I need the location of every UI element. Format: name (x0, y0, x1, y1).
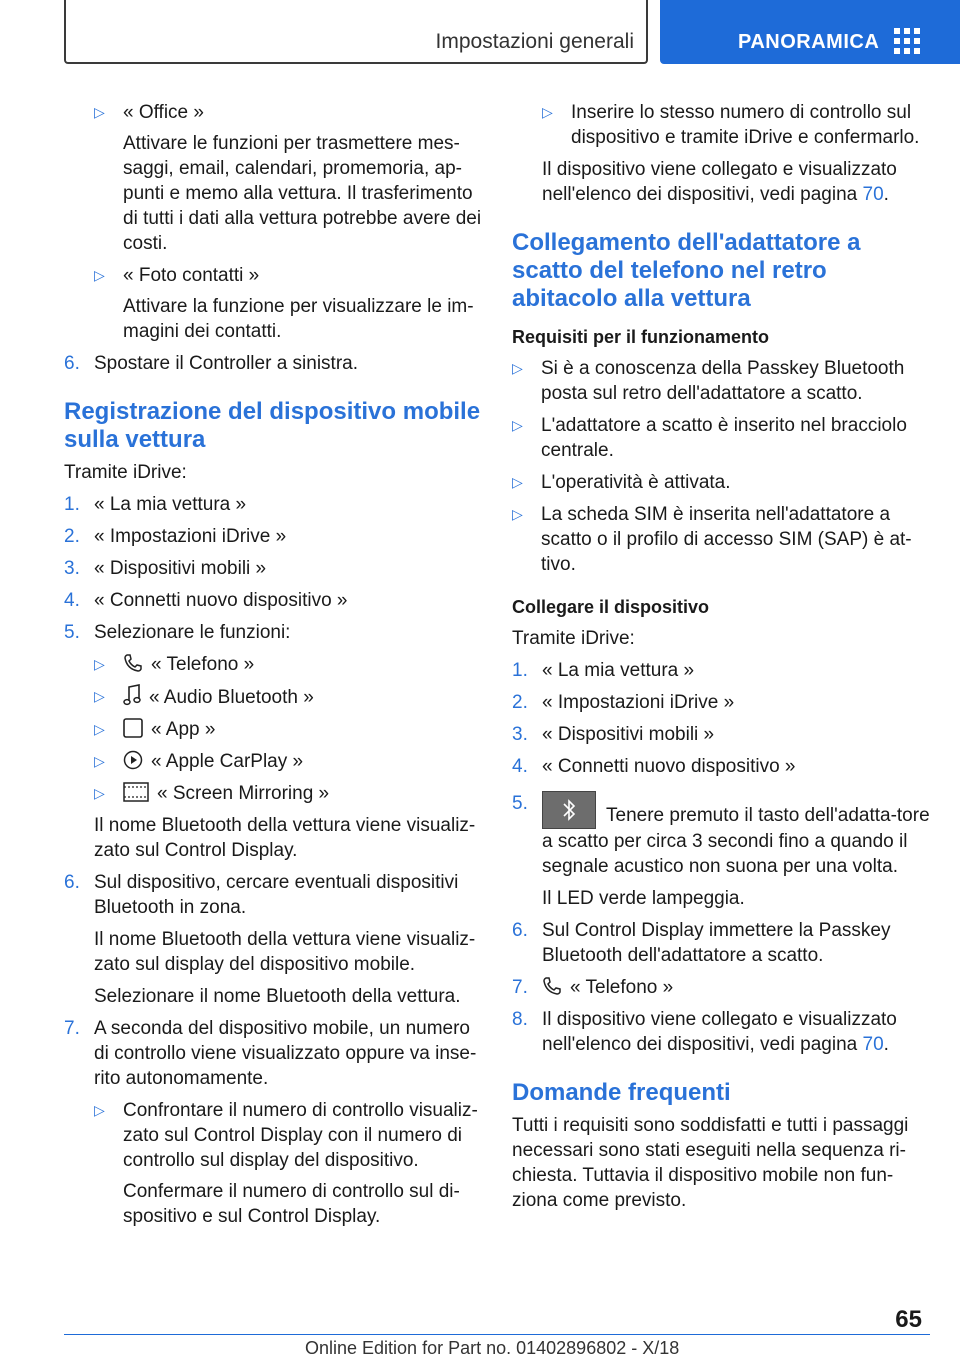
step-number: 6. (64, 353, 80, 374)
step-number: 2. (64, 526, 80, 547)
step-number: 6. (512, 920, 528, 941)
paragraph: Il dispositivo viene collegato e visualizzato nell'elenco dei dispositivi, vedi pagina 70. (542, 159, 897, 205)
list-item-text: Confrontare il numero di controllo visualiz-zato sul Control Display con il numero di controllo sul display del dispositivo. (123, 1100, 478, 1171)
step-text: Selezionare le funzioni: (94, 622, 291, 643)
step-item (64, 351, 482, 376)
step-text-content: Tenere premuto il tasto dell'adatta-tore a scatto per circa 3 secondi fino a quando il segnale acustico non suona per una volta. (542, 805, 930, 877)
step-item (512, 754, 932, 779)
music-note-icon (123, 684, 141, 706)
list-item (512, 100, 932, 150)
step-text: Sul dispositivo, cercare eventuali dispositivi Bluetooth in zona. (94, 872, 459, 918)
step-text: A seconda del dispositivo mobile, un numero di controllo viene visualizzato oppure va inse-rito autonomamente. (94, 1018, 477, 1089)
bluetooth-button-image (542, 791, 596, 829)
function-item (64, 717, 482, 742)
step-text: Il dispositivo viene collegato e visualizzato nell'elenco dei dispositivi, vedi pagina 70. (542, 1009, 897, 1055)
heading-connect: Collegare il dispositivo (512, 597, 710, 617)
list-item (64, 100, 482, 256)
step-text: « Impostazioni iDrive » (94, 526, 287, 547)
bluetooth-icon (561, 797, 577, 823)
function-label: « Telefono » (151, 654, 255, 675)
step-text: Sul Control Display immettere la Passkey Bluetooth dell'adattatore a scatto. (542, 920, 891, 966)
step-item (64, 620, 482, 645)
header-section-box (64, 0, 648, 64)
section-title: Impostazioni generali (435, 30, 634, 53)
step-item (512, 722, 932, 747)
step-number: 4. (512, 756, 528, 777)
page-link[interactable]: 70 (862, 184, 884, 205)
list-item (64, 263, 482, 344)
triangle-bullet-icon: ▷ (94, 753, 105, 769)
step-text: « Dispositivi mobili » (542, 724, 715, 745)
footer-edition: Online Edition for Part no. 01402896802 - X/18 (305, 1338, 680, 1358)
app-square-icon (123, 718, 143, 738)
paragraph: Il nome Bluetooth della vettura viene visualiz-zato sul Control Display. (94, 815, 476, 861)
heading-adapter: Collegamento dell'adattatore a scatto del telefono nel retro abitacolo alla vettura (512, 229, 861, 312)
left-column (64, 100, 482, 1236)
step-number: 3. (64, 558, 80, 579)
triangle-bullet-icon: ▷ (94, 785, 105, 801)
step-number: 5. (64, 622, 80, 643)
list-item-desc: Attivare le funzioni per trasmettere mes-saggi, email, calendari, promemoria, ap-punti e memo alla vettura. Il trasferimento di tutti i dati alla vettura potrebbe avere dei costi. (123, 133, 482, 254)
step-item (512, 975, 932, 1000)
step-number: 8. (512, 1009, 528, 1030)
list-item-label: « Foto contatti » (123, 265, 260, 286)
heading-faq: Domande frequenti (512, 1079, 731, 1106)
step-item (64, 588, 482, 613)
list-item-label: « Office » (123, 102, 204, 123)
triangle-bullet-icon: ▷ (94, 267, 105, 283)
requirement-text: La scheda SIM è inserita nell'adattatore a scatto o il profilo di accesso SIM (SAP) è at-tivo. (541, 504, 912, 575)
requirement-item (512, 413, 932, 463)
list-item (64, 1098, 482, 1229)
requirement-text: L'operatività è attivata. (541, 472, 731, 493)
function-label: « App » (151, 719, 216, 740)
paragraph: Il LED verde lampeggia. (542, 888, 745, 909)
triangle-bullet-icon: ▷ (94, 104, 105, 120)
phone-icon (542, 976, 562, 996)
triangle-bullet-icon: ▷ (542, 104, 553, 120)
step-item (512, 791, 932, 879)
paragraph: Il nome Bluetooth della vettura viene visualiz-zato sul display del dispositivo mobile. (94, 929, 476, 975)
step-text: « Dispositivi mobili » (94, 558, 267, 579)
paragraph: Selezionare il nome Bluetooth della vettura. (94, 986, 461, 1007)
step-item (64, 524, 482, 549)
step-item (512, 658, 932, 683)
footer-divider (64, 1334, 930, 1335)
triangle-bullet-icon: ▷ (512, 360, 523, 376)
step-text-content: Il dispositivo viene collegato e visualizzato nell'elenco dei dispositivi, vedi pagina (542, 1009, 897, 1055)
paragraph: Tramite iDrive: (512, 628, 635, 649)
step-text: « Connetti nuovo dispositivo » (94, 590, 348, 611)
screen-mirroring-icon (123, 782, 149, 802)
triangle-bullet-icon: ▷ (512, 417, 523, 433)
carplay-play-icon (123, 750, 143, 770)
paragraph: Tutti i requisiti sono soddisfatti e tutti i passaggi necessari sono stati eseguiti nella sequenza ri-chiesta. Tuttavia il dispositivo mobile non fun-ziona come previsto. (512, 1115, 909, 1211)
page-link[interactable]: 70 (862, 1034, 884, 1055)
step-text: « Impostazioni iDrive » (542, 692, 735, 713)
function-item (64, 684, 482, 710)
triangle-bullet-icon: ▷ (94, 721, 105, 737)
step-text: « La mia vettura » (542, 660, 695, 681)
step-number: 1. (64, 494, 80, 515)
function-label: « Screen Mirroring » (157, 783, 330, 804)
overview-nav-label: PANORAMICA (738, 31, 880, 53)
step-item (64, 492, 482, 517)
step-item (512, 918, 932, 968)
step-text: Spostare il Controller a sinistra. (94, 353, 358, 374)
step-item (64, 870, 482, 920)
triangle-bullet-icon: ▷ (94, 688, 105, 704)
step-number: 7. (512, 977, 528, 998)
heading-requirements: Requisiti per il funzionamento (512, 327, 770, 347)
triangle-bullet-icon: ▷ (94, 1102, 105, 1118)
paragraph: Tramite iDrive: (64, 462, 187, 483)
step-item (512, 1007, 932, 1057)
phone-icon (123, 653, 143, 673)
step-number: 6. (64, 872, 80, 893)
step-text: « La mia vettura » (94, 494, 247, 515)
step-item (64, 1016, 482, 1091)
step-number: 4. (64, 590, 80, 611)
overview-nav-button[interactable] (660, 0, 960, 64)
step-number: 1. (512, 660, 528, 681)
requirement-text: L'adattatore a scatto è inserito nel bracciolo centrale. (541, 415, 907, 461)
step-text (512, 975, 932, 1000)
step-number: 3. (512, 724, 528, 745)
requirement-text: Si è a conoscenza della Passkey Bluetooth posta sul retro dell'adattatore a scatto. (541, 358, 905, 404)
step-item (64, 556, 482, 581)
function-label: « Apple CarPlay » (151, 751, 304, 772)
step-text (512, 791, 932, 879)
step-number: 2. (512, 692, 528, 713)
step-text: « Connetti nuovo dispositivo » (542, 756, 796, 777)
triangle-bullet-icon: ▷ (94, 656, 105, 672)
step-item (512, 690, 932, 715)
list-item-desc: Attivare la funzione per visualizzare le im-magini dei contatti. (123, 296, 474, 342)
list-item-desc: Confermare il numero di controllo sul di-spositivo e sul Control Display. (123, 1181, 460, 1227)
heading-registration: Registrazione del dispositivo mobile sulla vettura (64, 398, 481, 453)
grid-icon (894, 28, 920, 54)
step-number: 5. (512, 793, 528, 814)
requirement-item (512, 356, 932, 406)
step-number: 7. (64, 1018, 80, 1039)
function-item (64, 652, 482, 677)
paragraph-text: Il dispositivo viene collegato e visualizzato nell'elenco dei dispositivi, vedi pagina (542, 159, 897, 205)
triangle-bullet-icon: ▷ (512, 506, 523, 522)
function-label: « Audio Bluetooth » (149, 687, 314, 708)
page-number: 65 (895, 1306, 922, 1333)
triangle-bullet-icon: ▷ (512, 474, 523, 490)
right-column (512, 100, 932, 1220)
requirement-item (512, 470, 932, 495)
function-item (64, 781, 482, 806)
requirement-item (512, 502, 932, 577)
step-text-content: « Telefono » (570, 977, 674, 998)
function-item (64, 749, 482, 774)
list-item-text: Inserire lo stesso numero di controllo sul dispositivo e tramite iDrive e confermarlo. (571, 102, 920, 148)
